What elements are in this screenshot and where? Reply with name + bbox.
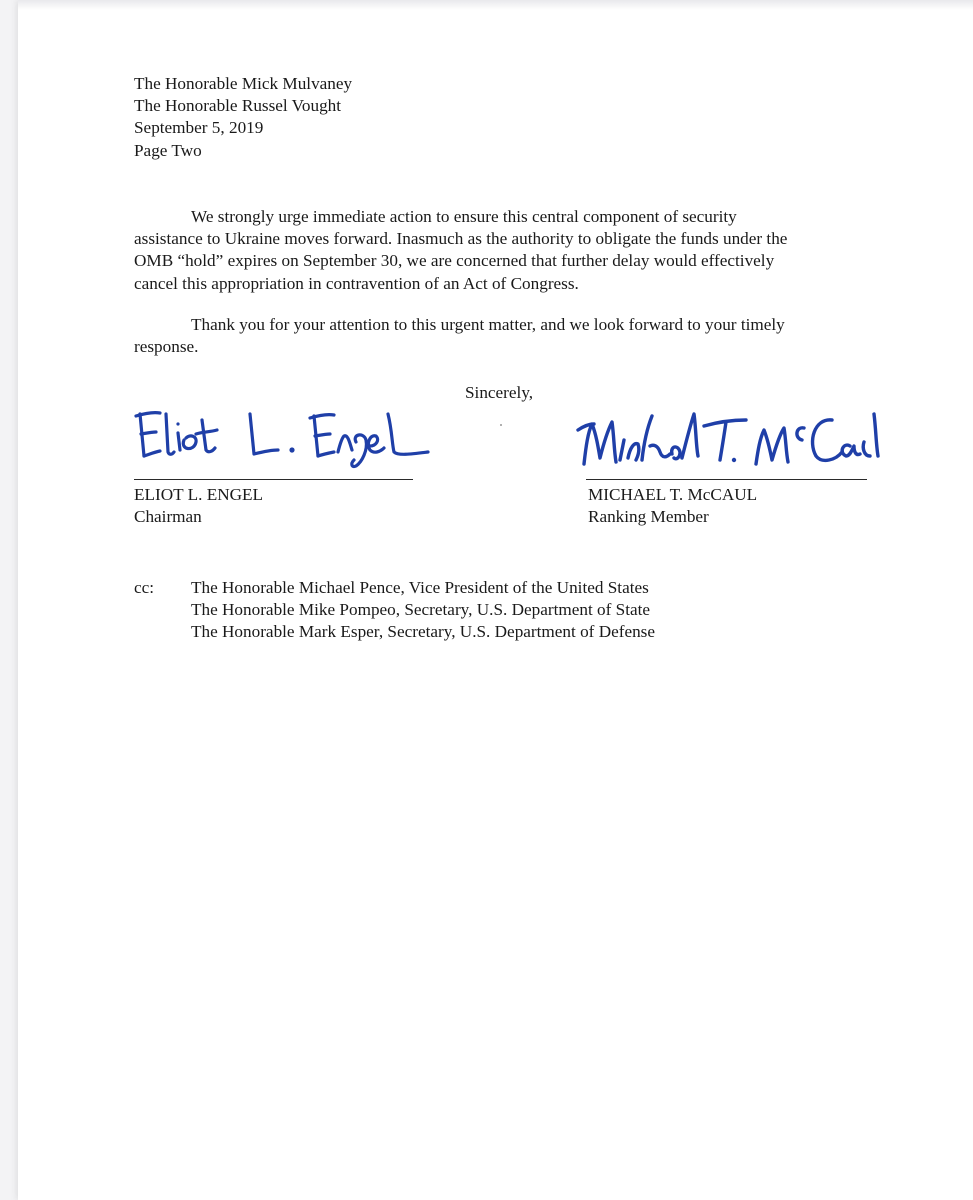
- recipient-address-block: [134, 73, 352, 162]
- paragraph-line: OMB “hold” expires on September 30, we are concerned that further delay would effectively: [134, 251, 775, 271]
- cc-recipient-list: [191, 577, 655, 644]
- paragraph-urge-action: [134, 206, 787, 295]
- page-top-shadow: [18, 0, 973, 10]
- mccaul-signature-line: [586, 479, 867, 480]
- paragraph-line: response.: [134, 337, 199, 357]
- paragraph-line: Thank you for your attention to this urgent matter, and we look forward to your timely: [191, 315, 785, 334]
- paper-speck: [500, 424, 502, 426]
- cc-recipient: The Honorable Michael Pence, Vice President of the United States: [191, 578, 649, 597]
- signatory-engel: [134, 484, 263, 528]
- mccaul-signature: [558, 402, 888, 474]
- signatory-mccaul: [588, 484, 757, 528]
- cc-recipient: The Honorable Mark Esper, Secretary, U.S. Department of Defense: [191, 622, 655, 642]
- letter-page: [18, 0, 973, 1200]
- paragraph-thank-you: [134, 314, 785, 358]
- engel-signature: [122, 400, 442, 470]
- signatory-title: Chairman: [134, 507, 202, 527]
- signatory-name: ELIOT L. ENGEL: [134, 485, 264, 504]
- letter-date: September 5, 2019: [134, 118, 264, 138]
- paragraph-line: We strongly urge immediate action to ensure this central component of security: [191, 207, 737, 226]
- signatory-name: MICHAEL T. McCAUL: [588, 485, 758, 504]
- closing-salutation: Sincerely,: [465, 383, 534, 402]
- signatory-title: Ranking Member: [588, 507, 709, 527]
- address-line: The Honorable Russel Vought: [134, 96, 342, 116]
- cc-recipient: The Honorable Mike Pompeo, Secretary, U.S. Department of State: [191, 600, 651, 620]
- address-line: The Honorable Mick Mulvaney: [134, 74, 353, 93]
- paragraph-line: assistance to Ukraine moves forward. Inasmuch as the authority to obligate the funds under the: [134, 229, 788, 249]
- engel-signature-line: [134, 479, 413, 480]
- paragraph-line: cancel this appropriation in contravention of an Act of Congress.: [134, 273, 579, 293]
- page-number-label: Page Two: [134, 140, 202, 160]
- cc-label: cc:: [134, 578, 155, 597]
